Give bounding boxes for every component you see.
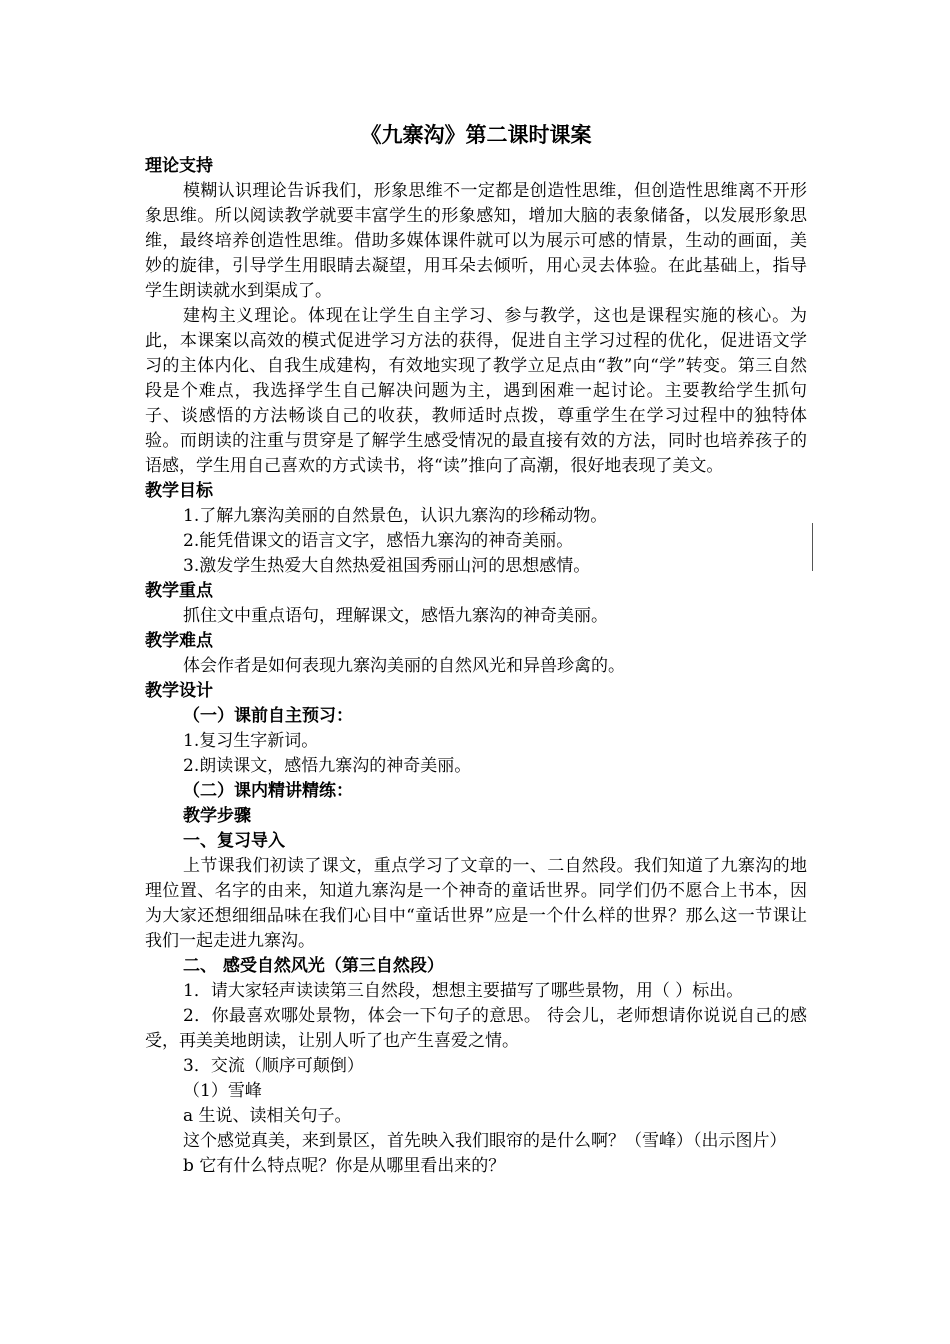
goal-item: 2.能凭借课文的语言文字，感悟九寨沟的神奇美丽。 — [183, 531, 574, 551]
goal-item: 1.了解九寨沟美丽的自然景色，认识九寨沟的珍稀动物。 — [183, 506, 608, 526]
step1-text: 上节课我们初读了课文，重点学习了文章的一、二自然段。我们知道了九寨沟的地理位置、名字的由来，知道九寨沟是一个神奇的童话世界。同学们仍不愿合上书本，因为大家还想细细品味在我们心目中“童话世界”应是一个什么样的世界？那么这一节课让我们一起走进九寨沟。 — [145, 856, 807, 951]
key-points-heading: 教学重点 — [145, 581, 213, 601]
page-title: 《九寨沟》第二课时课案 — [360, 123, 592, 147]
step2-item: 2．你最喜欢哪处景物，体会一下句子的意思。 待会儿，老师想请你说说自己的感受，再美美地朗读，让别人听了也产生喜爱之情。 — [145, 1006, 807, 1051]
design-heading: 教学设计 — [145, 681, 213, 701]
difficulties-heading: 教学难点 — [145, 631, 213, 651]
step2-item: 1．请大家轻声读读第三自然段，想想主要描写了哪些景物，用（ ）标出。 — [183, 981, 744, 1001]
document-page — [145, 120, 807, 1179]
step2-item: （1）雪峰 — [183, 1081, 262, 1101]
step2-heading: 二、 感受自然风光（第三自然段） — [183, 956, 444, 976]
step2-item: 这个感觉真美，来到景区，首先映入我们眼帘的是什么啊？（雪峰）（出示图片） — [183, 1131, 787, 1151]
margin-change-bar — [812, 523, 813, 571]
difficulties-text: 体会作者是如何表现九寨沟美丽的自然风光和异兽珍禽的。 — [183, 656, 625, 676]
step2-item: a 生说、读相关句子。 — [183, 1106, 352, 1126]
step1-heading: 一、复习导入 — [183, 831, 285, 851]
design-part1-heading: （一）课前自主预习： — [183, 706, 353, 726]
design-part2-heading: （二）课内精讲精练： — [183, 781, 353, 801]
theory-paragraph-1: 模糊认识理论告诉我们，形象思维不一定都是创造性思维，但创造性思维离不开形象思维。所以阅读教学就要丰富学生的形象感知，增加大脑的表象储备，以发展形象思维，最终培养创造性思维。借助多媒体课件就可以为展示可感的情景，生动的画面，美妙的旋律，引导学生用眼睛去凝望，用耳朵去倾听，用心灵去体验。在此基础上，指导学生朗读就水到渠成了。 — [145, 181, 807, 301]
step2-item: b 它有什么特点呢？你是从哪里看出来的？ — [183, 1156, 506, 1176]
design-part1-item: 2.朗读课文，感悟九寨沟的神奇美丽。 — [183, 756, 472, 776]
step2-item: 3．交流（顺序可颠倒） — [183, 1056, 364, 1076]
key-points-text: 抓住文中重点语句，理解课文，感悟九寨沟的神奇美丽。 — [183, 606, 608, 626]
design-part1-item: 1.复习生字新词。 — [183, 731, 319, 751]
theory-paragraph-2: 建构主义理论。体现在让学生自主学习、参与教学，这也是课程实施的核心。为此，本课案以高效的模式促进学习方法的获得，促进自主学习过程的优化，促进语文学习的主体内化、自我生成建构，有效地实现了教学立足点由“教”向“学”转变。第三自然段是个难点，我选择学生自己解决问题为主，遇到困难一起讨论。主要教给学生抓句子、谈感悟的方法畅谈自己的收获，教师适时点拨，尊重学生在学习过程中的独特体验。而朗读的注重与贯穿是了解学生感受情况的最直接有效的方法，同时也培养孩子的语感，学生用自己喜欢的方式读书，将“读”推向了高潮，很好地表现了美文。 — [145, 306, 807, 476]
goal-item: 3.激发学生热爱大自然热爱祖国秀丽山河的思想感情。 — [183, 556, 591, 576]
theory-heading: 理论支持 — [145, 156, 213, 176]
steps-heading: 教学步骤 — [183, 806, 251, 826]
goals-heading: 教学目标 — [145, 481, 213, 501]
